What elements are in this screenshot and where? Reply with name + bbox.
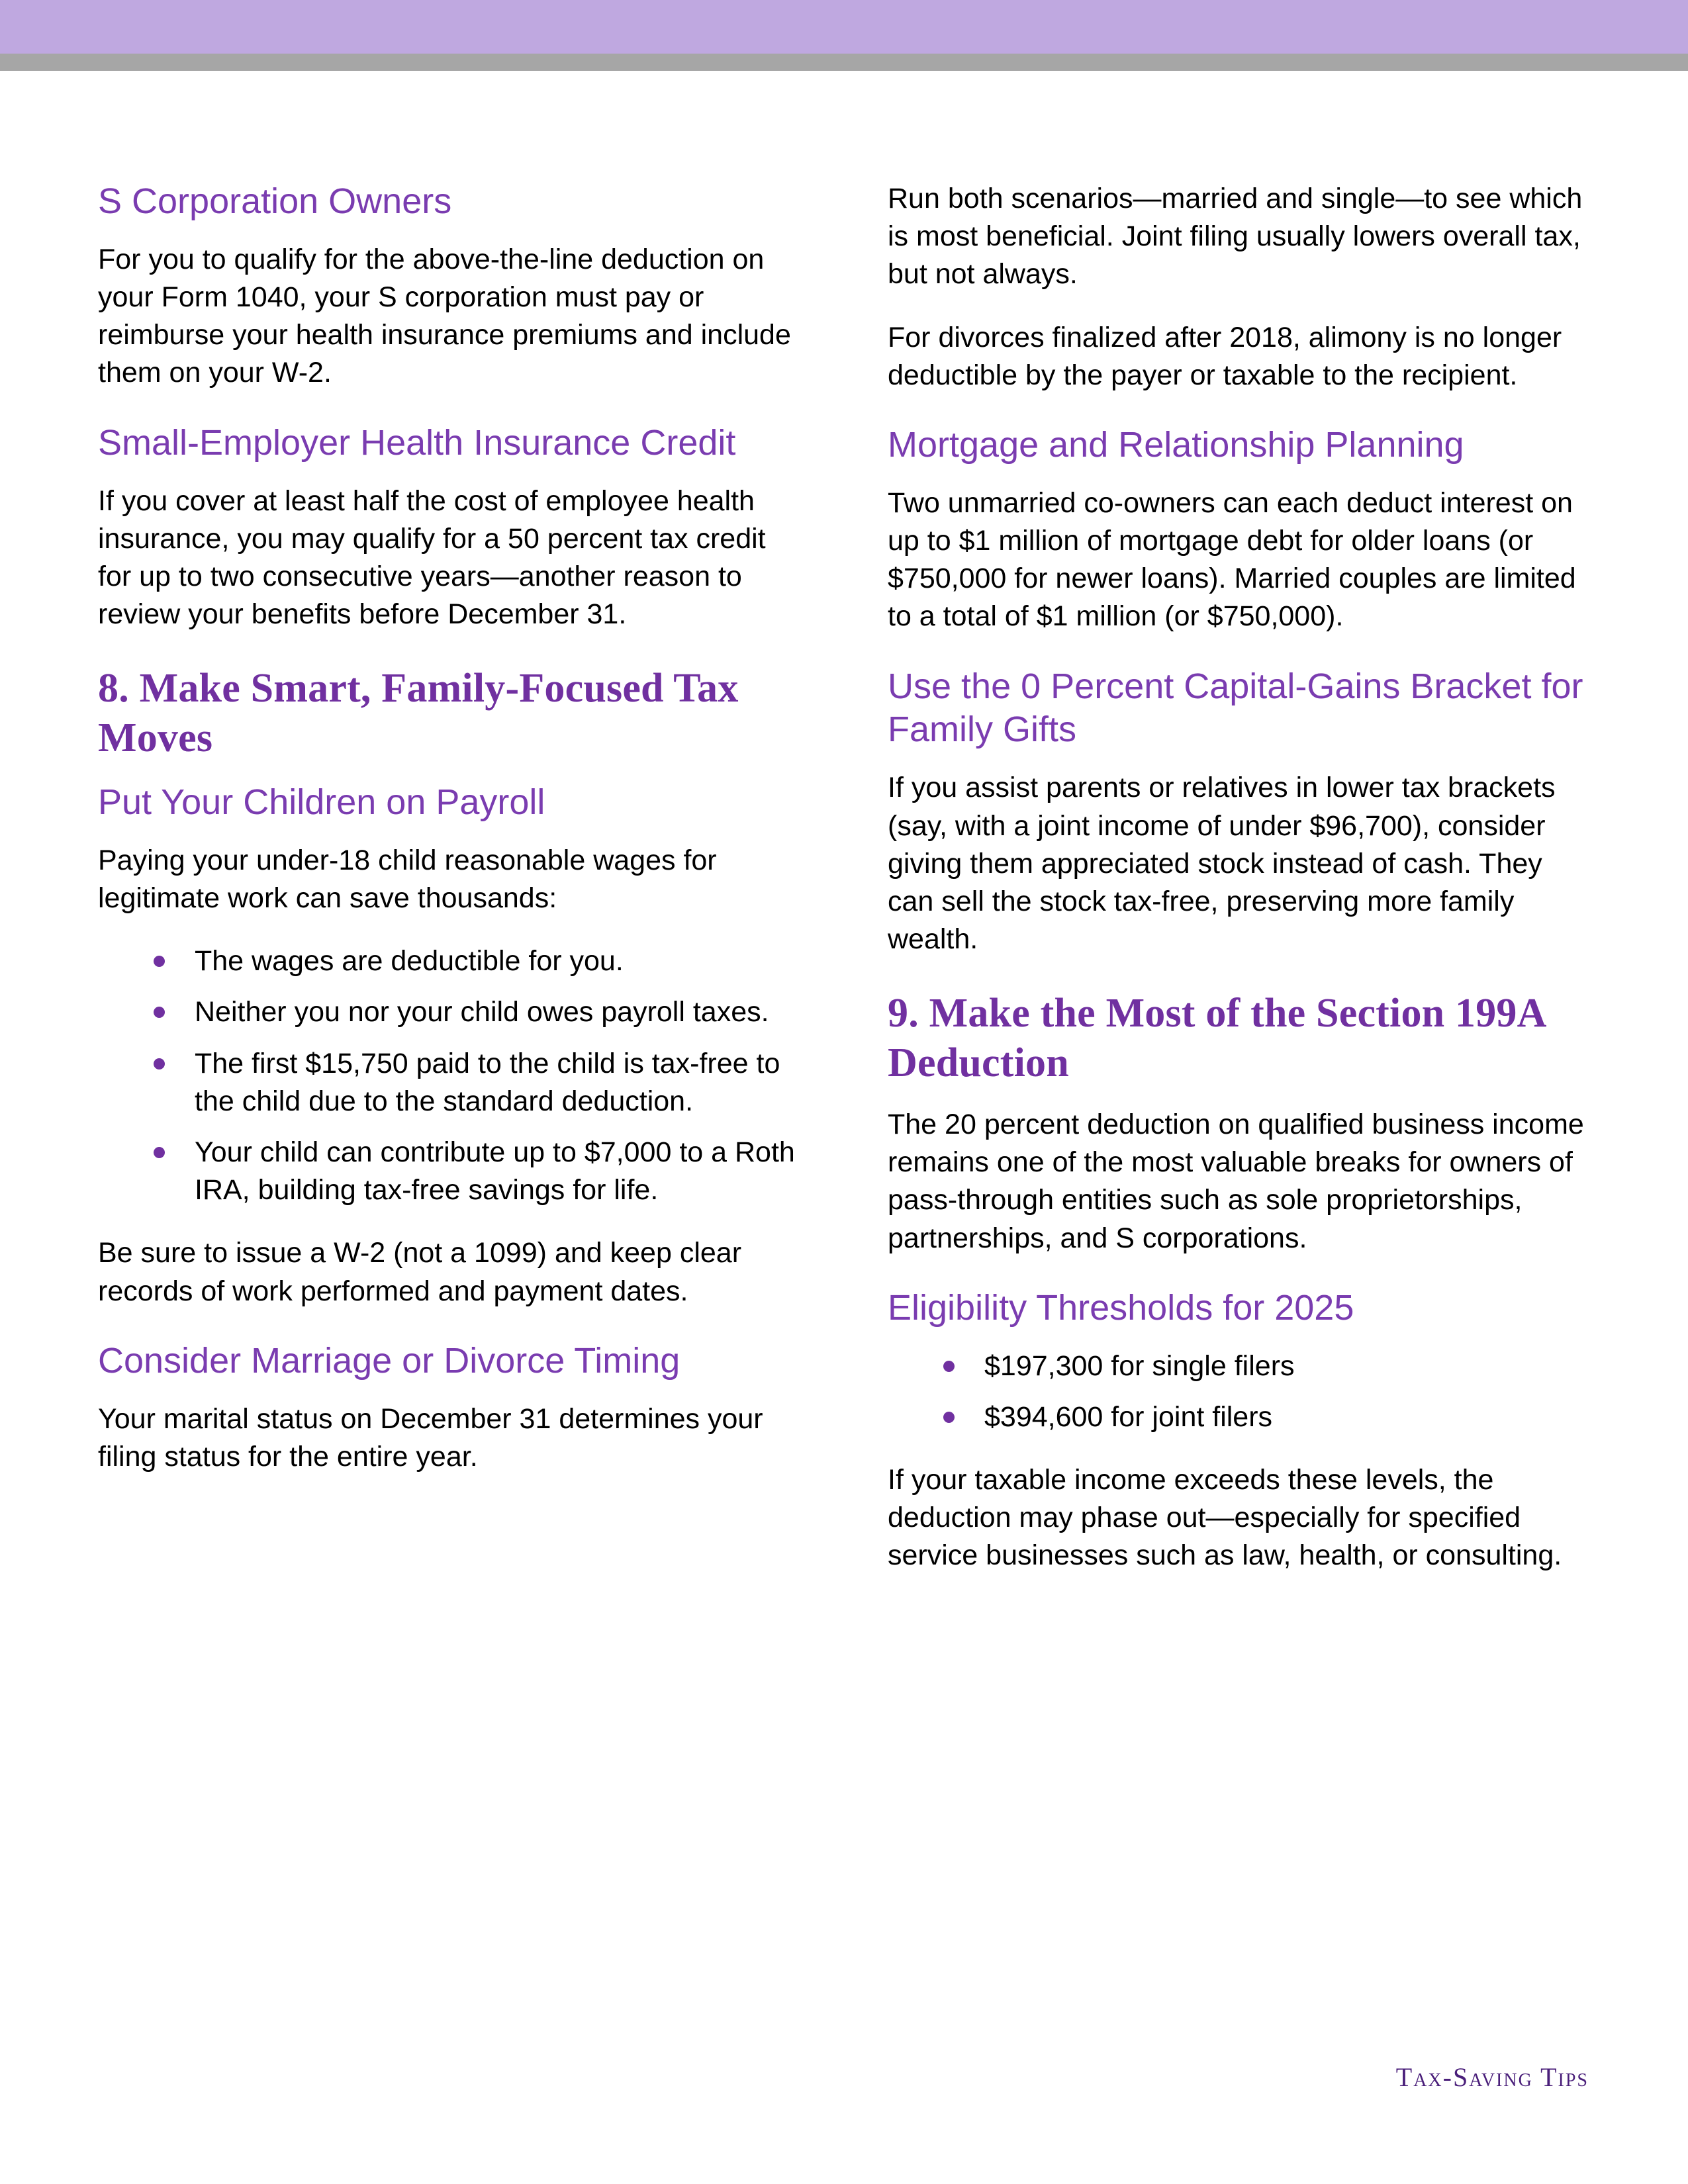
bullet-dot-icon (154, 1058, 165, 1069)
paragraph-mortgage-interest: Two unmarried co-owners can each deduct interest on up to $1 million of mortgage debt for older loans (or $750,000 for newer loans). Married couples are limited to a total of $1 million (or $750,000). (888, 486, 1576, 633)
bullet-dot-icon (154, 1007, 165, 1018)
header-band-lavender (0, 0, 1688, 54)
list-item-text: Neither you nor your child owes payroll taxes. (195, 996, 769, 1028)
bullet-dot-icon (154, 1147, 165, 1158)
bullet-list-eligibility-thresholds (888, 1347, 1590, 1436)
heading-mortgage-and-relationship-planning: Mortgage and Relationship Planning (888, 424, 1464, 465)
bullet-dot-icon (943, 1361, 955, 1372)
list-item-text: Your child can contribute up to $7,000 to a Roth IRA, building tax-free savings for life. (195, 1136, 795, 1206)
bullet-list-children-payroll (98, 942, 800, 1209)
paragraph-phase-out: If your taxable income exceeds these levels, the deduction may phase out—especially for specified service businesses such as law, health, or consulting. (888, 1464, 1562, 1572)
list-item (150, 1045, 800, 1120)
heading-s-corporation-owners: S Corporation Owners (98, 181, 452, 221)
two-column-body (98, 180, 1590, 1600)
list-item (150, 993, 800, 1031)
list-item-text: The wages are deductible for you. (195, 945, 624, 978)
left-column (98, 180, 800, 1501)
heading-small-employer-health-insurance-credit: Small-Employer Health Insurance Credit (98, 422, 736, 463)
list-item (150, 1134, 800, 1209)
list-item (939, 1347, 1590, 1385)
list-item (939, 1398, 1590, 1436)
paragraph-capital-gains-family-gifts: If you assist parents or relatives in lower tax brackets (say, with a joint income of under $96,700), consider giving them appreciated stock instead of cash. They can sell the stock tax-free, preserving more family wealth. (888, 772, 1556, 956)
paragraph-small-employer-credit: If you cover at least half the cost of employee health insurance, you may qualify for a 50 percent tax credit for up to two consecutive years—another reason to review your benefits before December 31. (98, 484, 766, 631)
right-column (888, 180, 1590, 1600)
bullet-dot-icon (943, 1412, 955, 1423)
list-item-text: $197,300 for single filers (984, 1349, 1295, 1382)
paragraph-s-corporation: For you to qualify for the above-the-line deduction on your Form 1040, your S corporation must pay or reimburse your health insurance premiums and include them on your W-2. (98, 243, 791, 389)
bullet-dot-icon (154, 956, 165, 967)
paragraph-divorces-alimony: For divorces finalized after 2018, alimony is no longer deductible by the payer or taxable to the recipient. (888, 321, 1562, 391)
list-item (150, 942, 800, 980)
heading-eligibility-thresholds-2025: Eligibility Thresholds for 2025 (888, 1287, 1354, 1328)
heading-zero-percent-capital-gains-bracket: Use the 0 Percent Capital-Gains Bracket for Family Gifts (888, 666, 1583, 750)
paragraph-199a-deduction: The 20 percent deduction on qualified business income remains one of the most valuable breaks for owners of pass-through entities such as sole proprietorships, partnerships, and S corporations. (888, 1109, 1584, 1254)
paragraph-marital-status: Your marital status on December 31 determines your filing status for the entire year. (98, 1402, 763, 1473)
paragraph-run-both-scenarios: Run both scenarios—married and single—to see which is most beneficial. Joint filing usually lowers overall tax, but not always. (888, 183, 1583, 291)
paragraph-w2-records: Be sure to issue a W-2 (not a 1099) and keep clear records of work performed and payment dates. (98, 1237, 742, 1307)
heading-section-9: 9. Make the Most of the Section 199A Deduction (888, 991, 1545, 1085)
list-item-text: $394,600 for joint filers (984, 1400, 1273, 1433)
list-item-text: The first $15,750 paid to the child is tax-free to the child due to the standard deduction. (195, 1047, 780, 1117)
heading-section-8: 8. Make Smart, Family-Focused Tax Moves (98, 666, 739, 760)
heading-consider-marriage-or-divorce-timing: Consider Marriage or Divorce Timing (98, 1340, 680, 1381)
paragraph-children-payroll-intro: Paying your under-18 child reasonable wages for legitimate work can save thousands: (98, 844, 717, 915)
heading-put-your-children-on-payroll: Put Your Children on Payroll (98, 782, 545, 823)
header-band-gray (0, 54, 1688, 71)
footer-brand-label: Tax-Saving Tips (1395, 2062, 1589, 2092)
